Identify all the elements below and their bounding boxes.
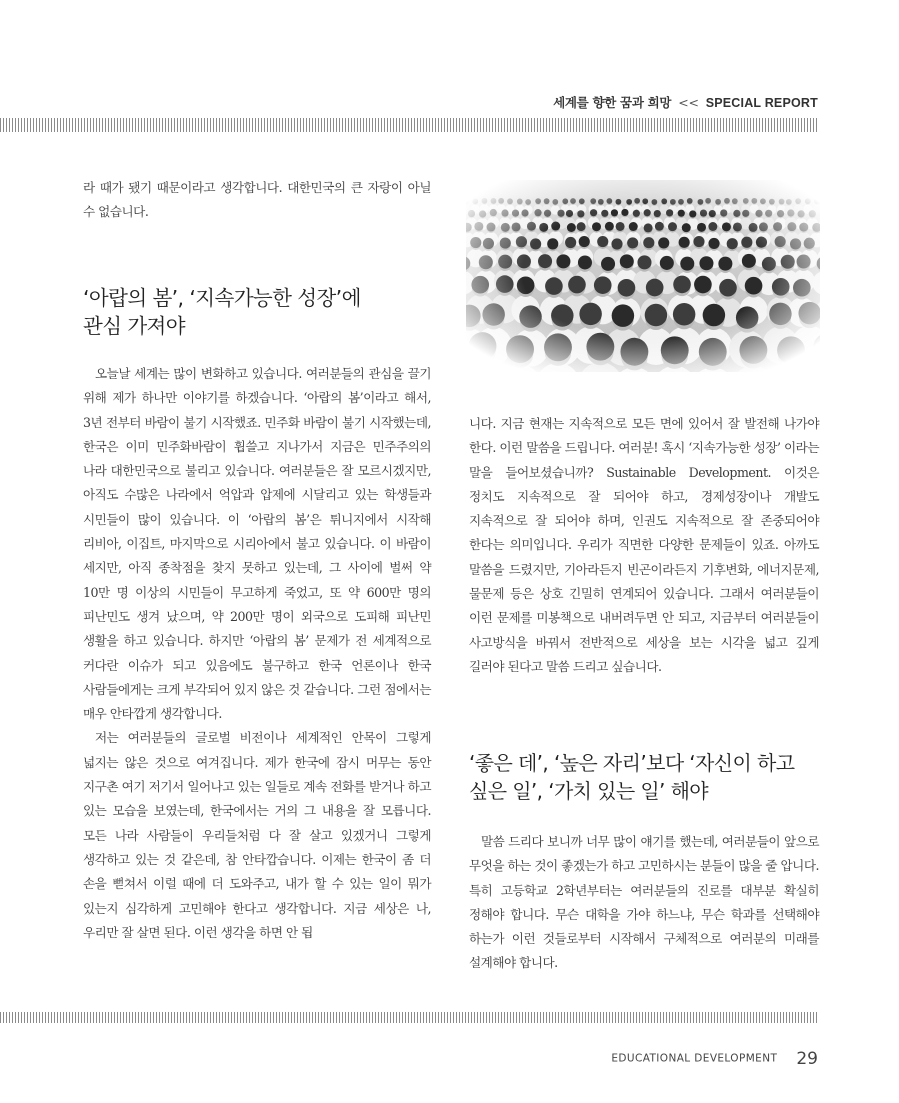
audience-photo [466, 180, 820, 372]
page-footer [611, 1048, 818, 1069]
page-number: 29 [796, 1048, 818, 1069]
right-body-1 [469, 412, 819, 679]
report-label: SPECIAL REPORT [705, 96, 818, 110]
right-body-2 [469, 830, 819, 976]
subheading-valuable-work [469, 749, 821, 805]
left-body [83, 362, 431, 945]
subheading-arab-spring [83, 284, 431, 340]
intro-paragraph: 라 때가 됐기 때문이라고 생각합니다. 대한민국의 큰 자랑이 아닐 수 없습니다. [83, 180, 431, 220]
left-intro [83, 176, 431, 225]
audience-photo-icon [466, 180, 820, 372]
top-divider-stripe [0, 118, 819, 132]
subheading-line-2: 관심 가져야 [83, 314, 185, 338]
header-separator: << [678, 95, 699, 110]
body-paragraph: 니다. 지금 현재는 지속적으로 모든 면에 있어서 잘 발전해 나가야 한다. 이런 말씀을 드립니다. 여러분! 혹시 ‘지속가능한 성장’ 이라는 말을 들어보셨습니까? Sustainable Development. 이것은 정치도 지속적으로 잘 되어야 하고, 경제성장이나 개발도 지속적으로 잘 되어야 하며, 인권도 지속적으로 잘 존중되어야 한다는 의미입니다. 우리가 직면한 다양한 문제들이 있죠. 아까도 말씀을 드렸지만, 기아라든지 빈곤이라든지 기후변화, 에너지문제, 물문제 등은 상호 긴밀히 연계되어 있습니다. 그래서 여러분들이 이런 문제를 미봉책으로 내버려두면 안 되고, 지금부터 여러분들이 사고방식을 바꿔서 전반적으로 세상을 보는 시각을 넓고 깊게 길러야 된다고 말씀 드리고 싶습니다. [469, 416, 819, 674]
running-header [553, 93, 818, 111]
section-title: 세계를 향한 꿈과 희망 [553, 95, 672, 110]
body-paragraph: 말씀 드리다 보니까 너무 많이 얘기를 했는데, 여러분들이 앞으로 무엇을 하는 것이 좋겠는가 하고 고민하시는 분들이 많을 줄 압니다. 특히 고등학교 2학년부터는 여러분들의 진로를 대부분 확실히 정해야 합니다. 무슨 대학을 가야 하느냐, 무슨 학과를 선택해야 하는가 이런 것들로부터 시작해서 구체적으로 여러분의 미래를 설계해야 합니다. [469, 834, 820, 971]
body-paragraph: 오늘날 세계는 많이 변화하고 있습니다. 여러분들의 관심을 끌기 위해 제가 하나만 이야기를 하겠습니다. ‘아랍의 봄’이라고 해서, 3년 전부터 바람이 불기 시작했죠. 민주화 바람이 불기 시작했는데, 한국은 이미 민주화바람이 휩쓸고 지나가서 지금은 민주주의의 나라 대한민국으로 불리고 있습니다. 여러분들은 잘 모르시겠지만, 아직도 수많은 나라에서 억압과 압제에 시달리고 있는 학생들과 시민들이 많이 있습니다. 이 ‘아랍의 봄’은 튀니지에서 시작해 리비아, 이집트, 마지막으로 시리아에서 불고 있습니다. 이 바람이 세지만, 아직 종착점을 찾지 못하고 있는데, 그 사이에 벌써 약 10만 명 이상의 시민들이 무고하게 죽었고, 또 약 600만 명의 피난민도 생겨 났으며, 약 200만 명이 외국으로 도피해 피난민 생활을 하고 있습니다. 하지만 ‘아랍의 봄’ 문제가 전 세계적으로 커다란 이슈가 되고 있음에도 불구하고 한국 언론이나 한국 사람들에게는 크게 부각되어 있지 않은 것 같습니다. 그런 점에서는 매우 안타깝게 생각합니다. [83, 366, 431, 722]
footer-label: EDUCATIONAL DEVELOPMENT [611, 1052, 778, 1065]
subheading-line-1: ‘아랍의 봄’, ‘지속가능한 성장’에 [83, 286, 361, 310]
subheading-line-2: 싶은 일’, ‘가치 있는 일’ 해야 [469, 779, 709, 803]
bottom-divider-stripe [0, 1012, 819, 1023]
subheading-line-1: ‘좋은 데’, ‘높은 자리’보다 ‘자신이 하고 [469, 751, 795, 775]
body-paragraph: 저는 여러분들의 글로벌 비전이나 세계적인 안목이 그렇게 넓지는 않은 것으로 여겨집니다. 제가 한국에 잠시 머무는 동안 지구촌 여기 저기서 일어나고 있는 일들로 계속 전화를 받거나 하고 있는 모습을 보였는데, 한국에서는 거의 그 내용을 잘 모릅니다. 모든 나라 사람들이 우리들처럼 다 잘 살고 있겠거니 그렇게 생각하고 있는 것 같은데, 참 안타깝습니다. 이제는 한국이 좀 더 손을 뻗쳐서 이럴 때에 더 도와주고, 내가 할 수 있는 일이 뭐가 있는지 심각하게 고민해야 한다고 생각합니다. 지금 세상은 나, 우리만 잘 살면 된다. 이런 생각을 하면 안 됩 [83, 730, 431, 940]
